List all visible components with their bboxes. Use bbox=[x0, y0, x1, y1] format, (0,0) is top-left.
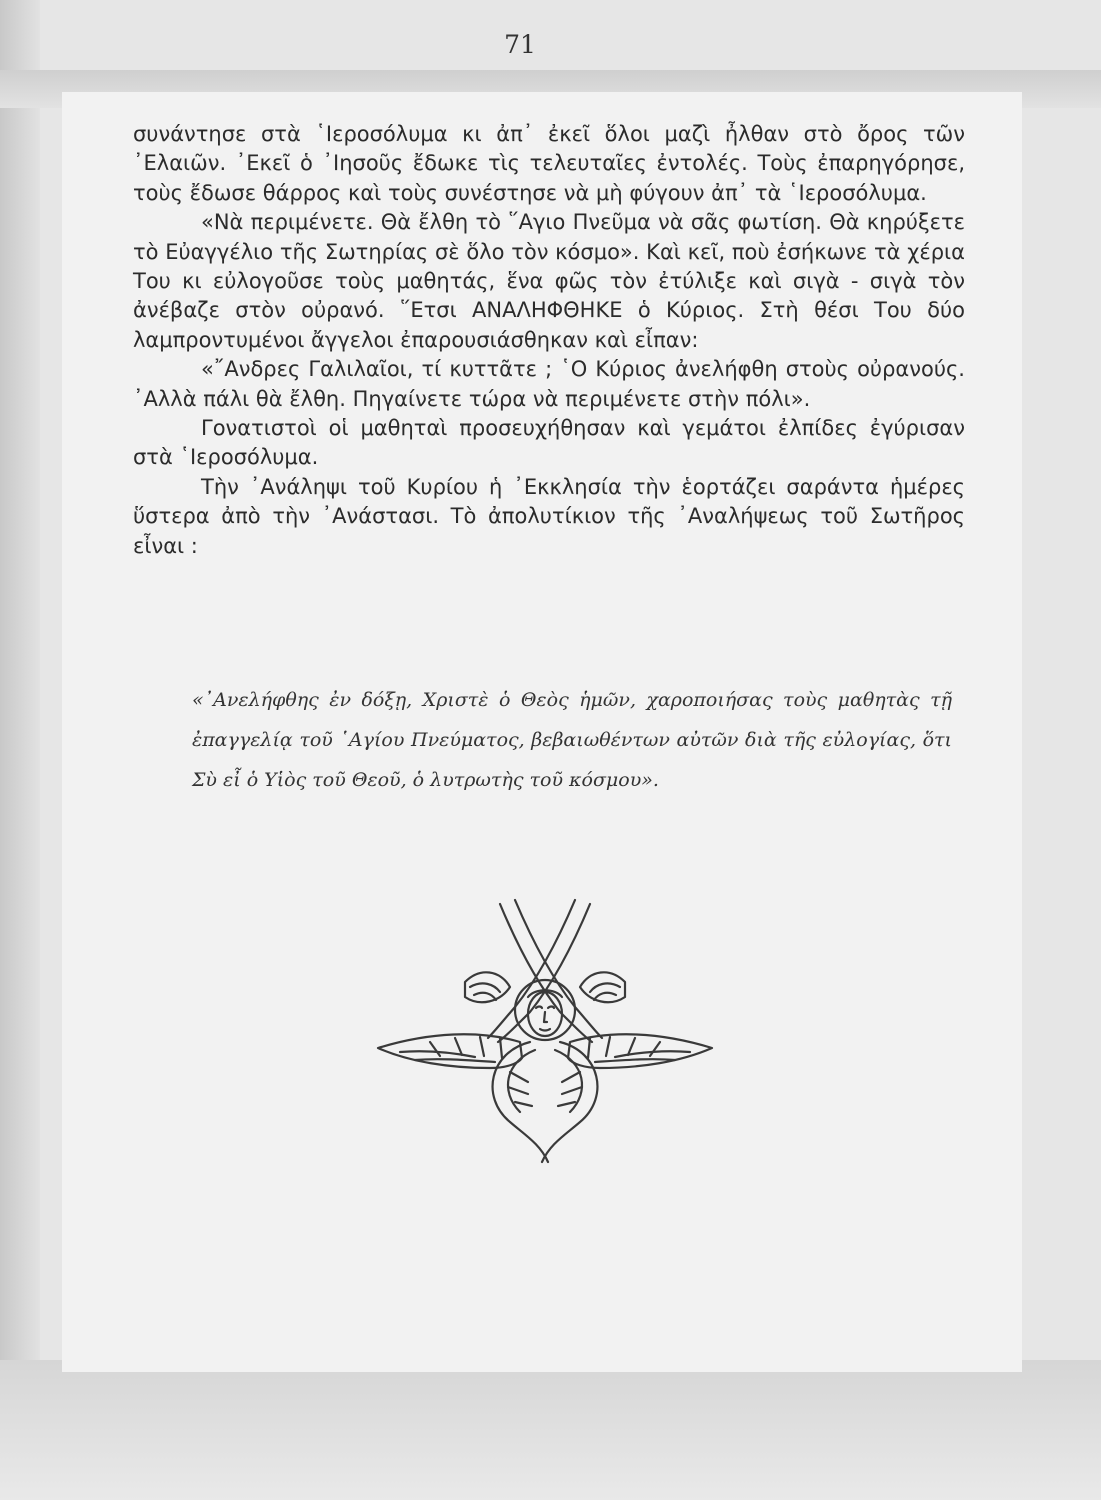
page-number: 71 bbox=[504, 30, 536, 59]
paragraph-2: «Νὰ περιμένετε. Θὰ ἔλθη τὸ ῞Αγιο Πνεῦμα νὰ σᾶς φωτίση. Θὰ κηρύξετε τὸ Εὐαγγέλιο τῆς Σωτηρίας σὲ ὅλο τὸν κόσμο». Καὶ κεῖ, ποὺ ἐσήκωνε τὰ χέρια Του κι εὐλογοῦσε τοὺς μαθητάς, ἕνα φῶς τὸν ἐτύλιξε καὶ σιγὰ - σιγὰ τὸν ἀνέβαζε στὸν οὐρανό. ῞Ετσι ΑΝΑΛΗΦΘΗΚΕ ὁ Κύριος. Στὴ θέσι Του δύο λαμπροντυμένοι ἄγγελοι ἐπαρουσιάσθηκαν καὶ εἶπαν: bbox=[133, 210, 965, 352]
body-text bbox=[133, 120, 965, 561]
hymn-apolytikion bbox=[192, 680, 952, 800]
scan-bottom-shadow bbox=[0, 1360, 1101, 1500]
paragraph-5: Τὴν ᾿Ανάληψι τοῦ Κυρίου ἡ ᾿Εκκλησία τὴν ἑορτάζει σαράντα ἡμέρες ὕστερα ἀπὸ τὴν ᾿Ανάστασι. Τὸ ἀπολυτίκιον τῆς ᾿Αναλήψεως τοῦ Σωτῆρος εἶναι : bbox=[133, 474, 965, 558]
book-spine-shadow bbox=[0, 0, 40, 1500]
paragraph-4: Γονατιστοὶ οἱ μαθηταὶ προσευχήθησαν καὶ γεμάτοι ἐλπίδες ἐγύρισαν στὰ ῾Ιεροσόλυμα. bbox=[133, 416, 965, 470]
seraph-ornament-icon bbox=[370, 892, 720, 1172]
paragraph-3: «῎Ανδρες Γαλιλαῖοι, τί κυττᾶτε ; ῾Ο Κύριος ἀνελήφθη στοὺς οὐρανούς. ᾿Αλλὰ πάλι θὰ ἔλθη. Πηγαίνετε τώρα νὰ περιμένετε στὴν πόλι». bbox=[133, 357, 965, 411]
paragraph-1: συνάντησε στὰ ῾Ιεροσόλυμα κι ἀπ᾽ ἐκεῖ ὅλοι μαζὶ ἦλθαν στὸ ὄρος τῶν ᾿Ελαιῶν. ᾿Εκεῖ ὁ ᾿Ιησοῦς ἔδωκε τὶς τελευταῖες ἐντολές. Τοὺς ἐπαρηγόρησε, τοὺς ἔδωσε θάρρος καὶ τοὺς συνέστησε νὰ μὴ φύγουν ἀπ᾽ τὰ ῾Ιεροσόλυμα. bbox=[133, 122, 965, 205]
hymn-text: «᾿Ανελήφθης ἐν δόξῃ, Χριστὲ ὁ Θεὸς ἡμῶν, χαροποιήσας τοὺς μαθητὰς τῇ ἐπαγγελίᾳ τοῦ ῾Αγίου Πνεύματος, βεβαιωθέντων αὐτῶν διὰ τῆς εὐλογίας, ὅτι Σὺ εἶ ὁ Υἱὸς τοῦ Θεοῦ, ὁ λυτρωτὴς τοῦ κόσμου». bbox=[192, 689, 952, 791]
